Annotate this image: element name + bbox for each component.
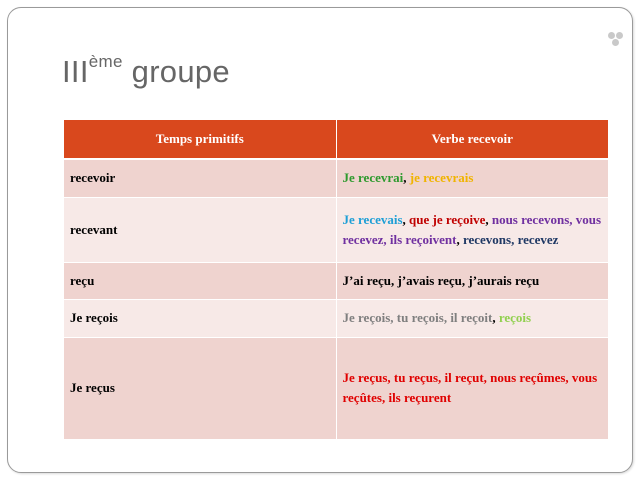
conjugation-segment: je recevrais [409,170,474,186]
conjugation-segment: , [485,211,492,227]
conjugation-segment: , [403,170,410,186]
row-right-cell [336,159,608,197]
row-left-cell: recevoir [64,159,336,197]
row-left-cell: recevant [64,197,336,262]
table-row [64,337,608,439]
title-roman: III [62,54,89,89]
conjugation-segment: recevons, recevez [462,231,559,247]
title-superscript: ème [88,52,123,71]
conjugation-segment: Je reçois, tu reçois, il reçoit [342,310,493,325]
table-row [64,159,608,197]
table-header-row [64,120,608,159]
conjugation-segment: Je recevrai [342,170,404,186]
table-row [64,299,608,337]
row-left-cell: Je reçus [64,337,336,439]
conjugation-segment: , [402,211,410,227]
row-right-cell [336,299,608,337]
header-verbe-recevoir: Verbe recevoir [336,120,608,159]
row-right-cell [336,337,608,439]
conjugation-segment: , [492,310,499,325]
conjugation-segment: J’ai reçu, j’avais reçu, j’aurais reçu [342,272,540,288]
row-right-cell [336,262,608,299]
conjugation-segment: reçois [498,310,532,325]
conjugation-segment: Je reçus, tu reçus, il reçut, nous reçûmes, vous reçûtes, ils reçurent [342,370,598,405]
conjugation-segment: que je reçoive [409,211,486,227]
row-left-cell: reçu [64,262,336,299]
conjugation-segment: nous recevons, vous recevez, ils reçoivent [342,211,602,247]
slide-title [62,54,230,90]
slide-corner-decoration [608,32,624,46]
row-left-cell: Je reçois [64,299,336,337]
row-right-cell [336,197,608,262]
conjugation-segment: , [456,231,463,247]
table-row [64,197,608,262]
title-rest: groupe [122,54,230,89]
conjugation-segment: Je recevais [342,211,403,227]
header-temps-primitifs: Temps primitifs [64,120,336,159]
table-row [64,262,608,299]
conjugation-table [64,120,608,440]
